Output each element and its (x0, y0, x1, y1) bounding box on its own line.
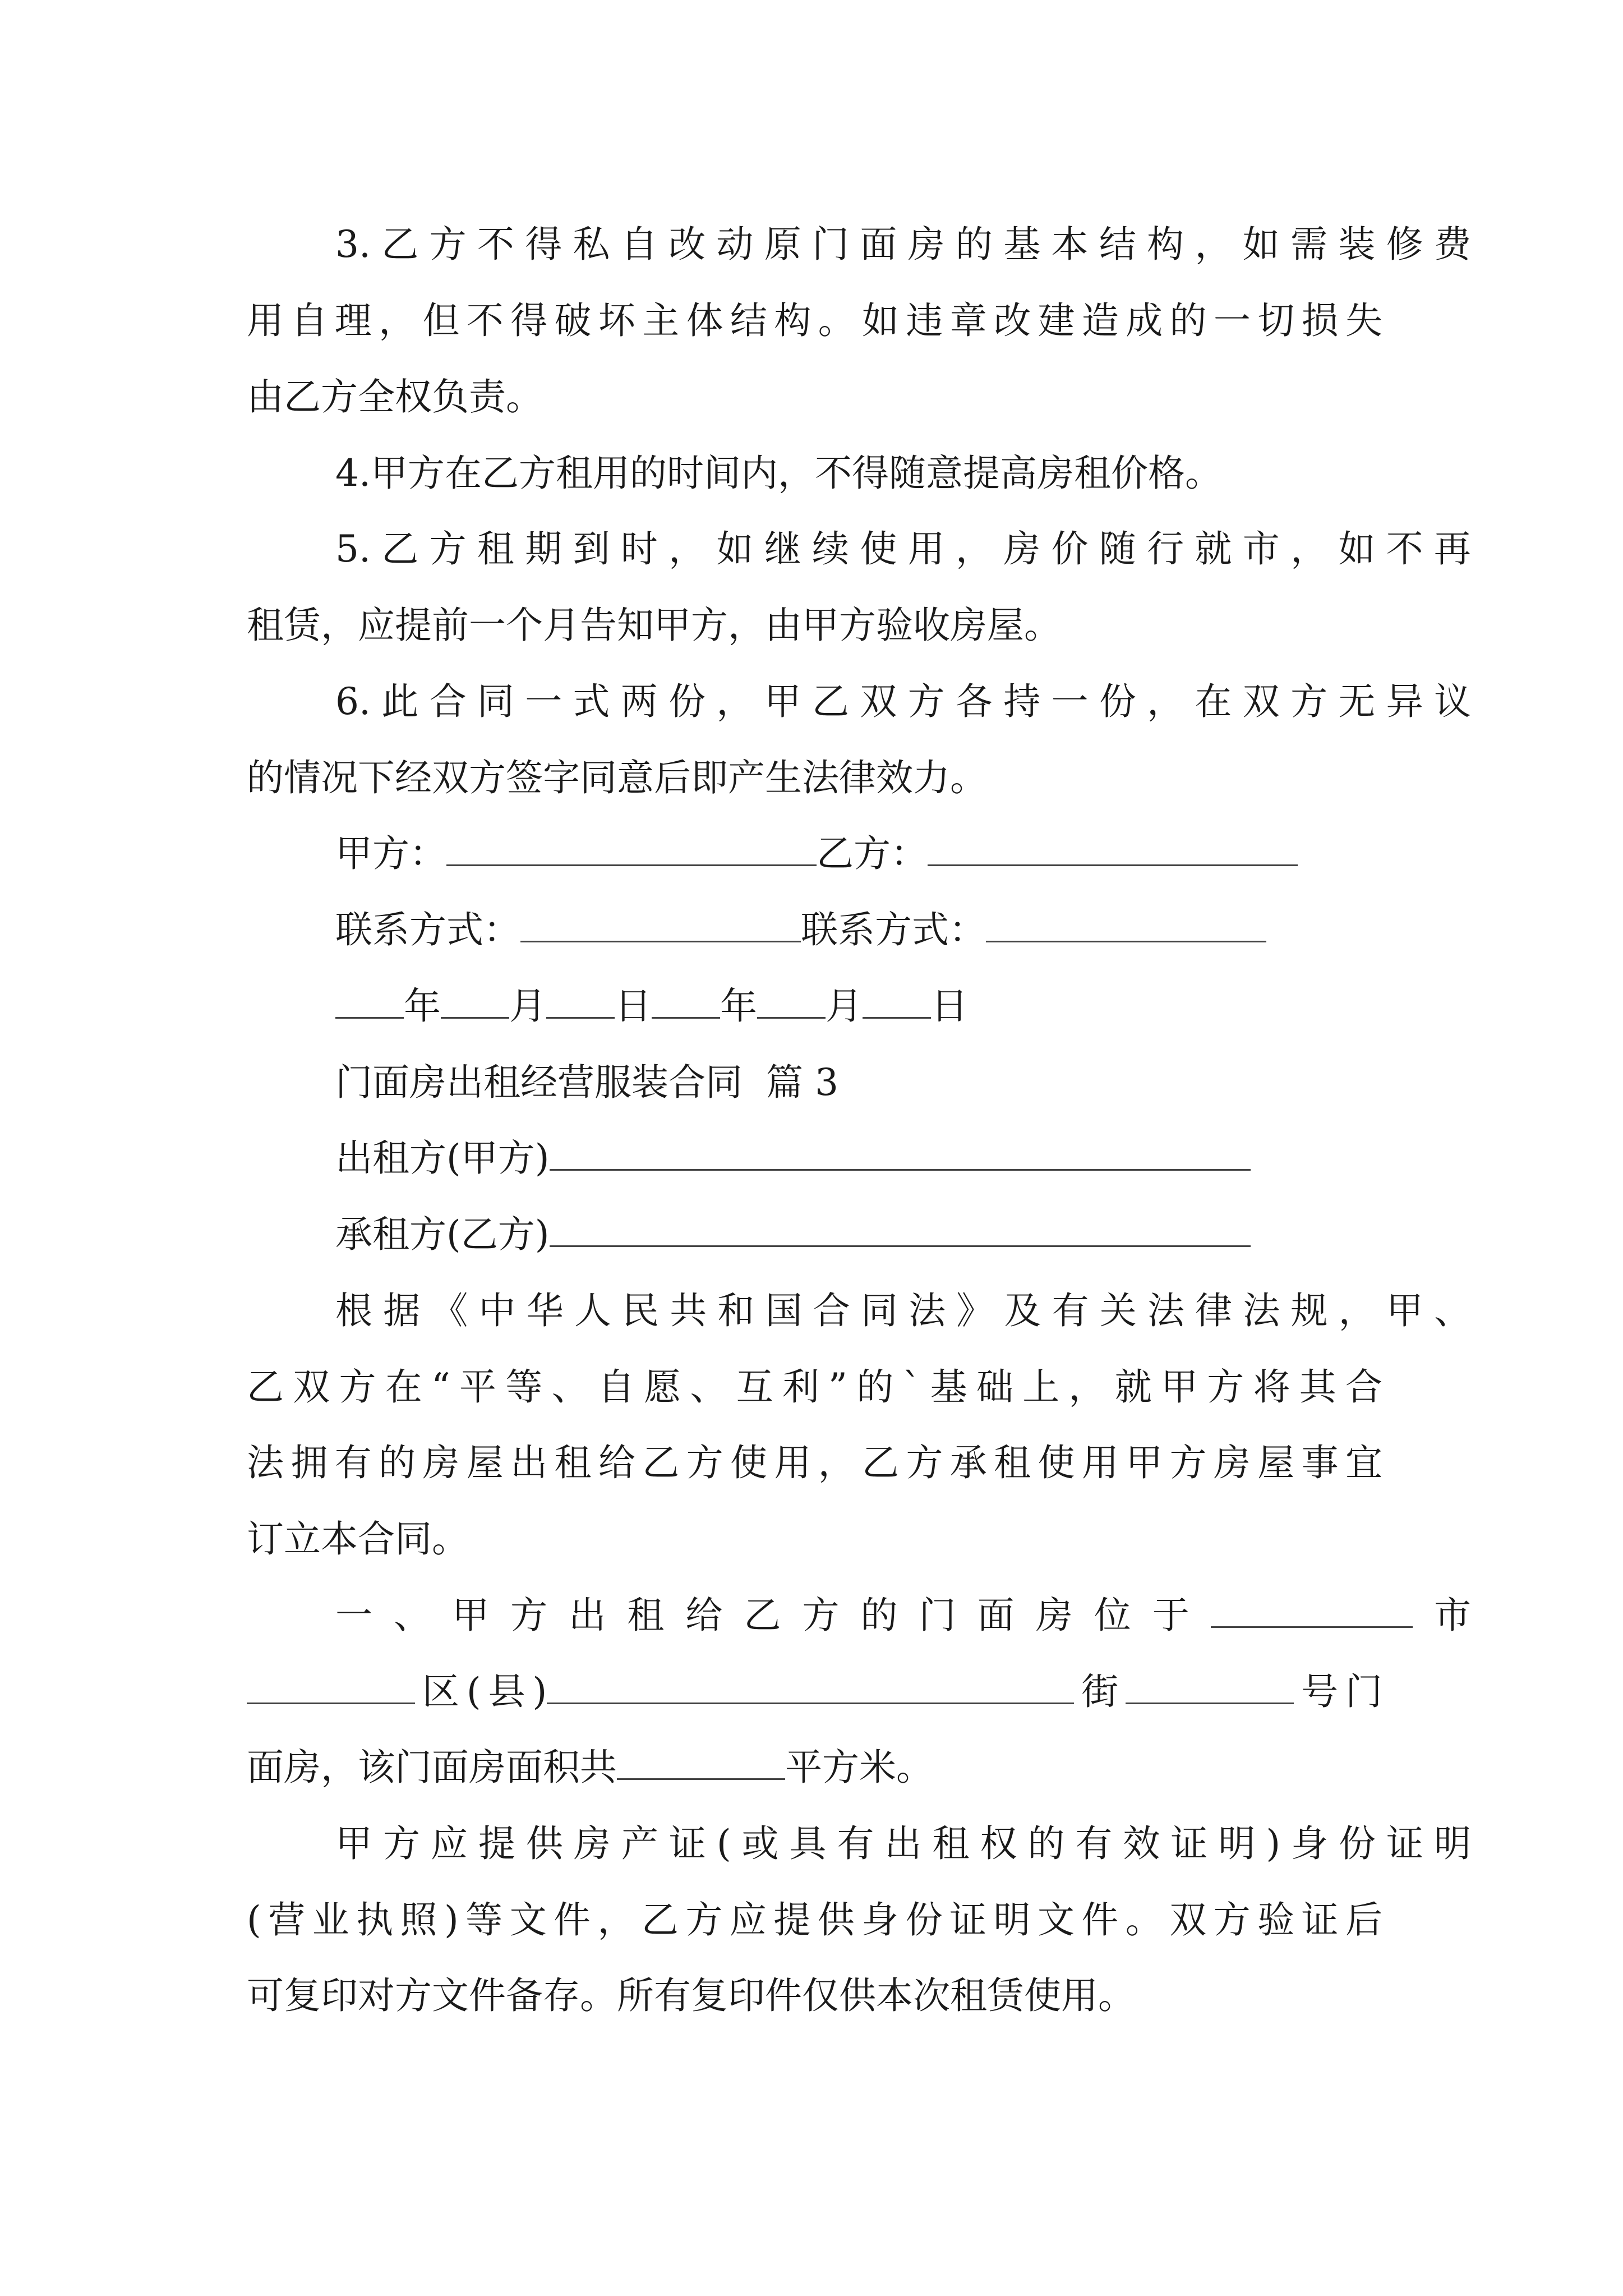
article-1-text-a: 一、甲方出租给乙方的门面房位于 (335, 1594, 1211, 1637)
month-label-a: 月 (509, 984, 546, 1028)
article-1-line-3 (247, 1745, 933, 1790)
city-label: 市 (1412, 1594, 1471, 1637)
month-label-b: 月 (826, 984, 863, 1028)
year-blank-b (652, 986, 720, 1019)
day-label-a: 日 (615, 984, 652, 1028)
basis-line-2: 乙双方在“平等、自愿、互利”的`基础上，就甲方将其合 (247, 1365, 1382, 1409)
lessor-label: 出租方(甲方) (335, 1137, 550, 1180)
contact-row (335, 908, 1266, 953)
lessor-row (335, 1136, 1251, 1181)
city-blank (1211, 1595, 1413, 1628)
lessee-blank (550, 1214, 1251, 1247)
section-title: 门面房出租经营服装合同 篇 3 (335, 1061, 838, 1104)
street-label: 街 (1074, 1670, 1126, 1713)
clause-3-line-3: 由乙方全权负责。 (247, 375, 543, 418)
clause-3-line-2: 用自理，但不得破坏主体结构。如违章改建造成的一切损失 (247, 299, 1382, 342)
month-blank-a (441, 986, 509, 1019)
lessee-label: 承租方(乙方) (335, 1213, 550, 1256)
month-blank-b (757, 986, 826, 1019)
clause-6-line-1: 6.此合同一式两份，甲乙双方各持一份，在双方无异议 (335, 680, 1471, 723)
party-b-sign-label: 乙方： (817, 832, 928, 875)
year-label-a: 年 (404, 984, 441, 1028)
article-1-line-2 (247, 1669, 1382, 1714)
district-label: 区(县) (415, 1670, 547, 1713)
clause-5-line-2: 租赁，应提前一个月告知甲方，由甲方验收房屋。 (247, 604, 1061, 647)
article-1-line-1 (335, 1593, 1471, 1638)
party-a-sign-blank (446, 833, 817, 866)
clause-4-line-1: 4.甲方在乙方租用的时间内，不得随意提高房租价格。 (335, 452, 1222, 495)
clause-3-line-1: 3.乙方不得私自改动原门面房的基本结构，如需装修费 (335, 223, 1471, 266)
party-a-contact-label: 联系方式： (335, 908, 520, 951)
party-b-contact-label: 联系方式： (801, 908, 986, 951)
day-label-b: 日 (931, 984, 968, 1028)
year-label-b: 年 (720, 984, 757, 1028)
documents-line-3: 可复印对方文件备存。所有复印件仅供本次租赁使用。 (247, 1974, 1135, 2017)
day-blank-a (546, 986, 615, 1019)
signature-row (335, 831, 1298, 876)
number-label: 号门 (1294, 1670, 1382, 1713)
basis-line-3: 法拥有的房屋出租给乙方使用，乙方承租使用甲方房屋事宜 (247, 1441, 1382, 1484)
party-a-sign-label: 甲方： (335, 832, 446, 875)
basis-line-1: 根据《中华人民共和国合同法》及有关法律法规，甲、 (335, 1289, 1471, 1332)
documents-line-1: 甲方应提供房产证(或具有出租权的有效证明)身份证明 (335, 1822, 1471, 1865)
party-a-contact-blank (520, 909, 801, 942)
basis-line-4: 订立本合同。 (247, 1517, 469, 1561)
district-blank (247, 1671, 415, 1704)
number-blank (1126, 1671, 1294, 1704)
clause-5-line-1: 5.乙方租期到时，如继续使用，房价随行就市，如不再 (335, 527, 1471, 570)
street-blank (547, 1671, 1074, 1704)
clause-6-line-2: 的情况下经双方签字同意后即产生法律效力。 (247, 756, 987, 799)
day-blank-b (863, 986, 931, 1019)
party-b-sign-blank (928, 833, 1298, 866)
area-blank (617, 1747, 785, 1780)
lessee-row (335, 1212, 1251, 1257)
year-blank-a (335, 986, 404, 1019)
area-unit: 平方米。 (785, 1746, 933, 1789)
area-text: 面房，该门面房面积共 (247, 1746, 617, 1789)
documents-line-2: (营业执照)等文件，乙方应提供身份证明文件。双方验证后 (247, 1898, 1382, 1941)
party-b-contact-blank (986, 909, 1266, 942)
date-row (335, 984, 968, 1029)
lessor-blank (550, 1138, 1251, 1171)
